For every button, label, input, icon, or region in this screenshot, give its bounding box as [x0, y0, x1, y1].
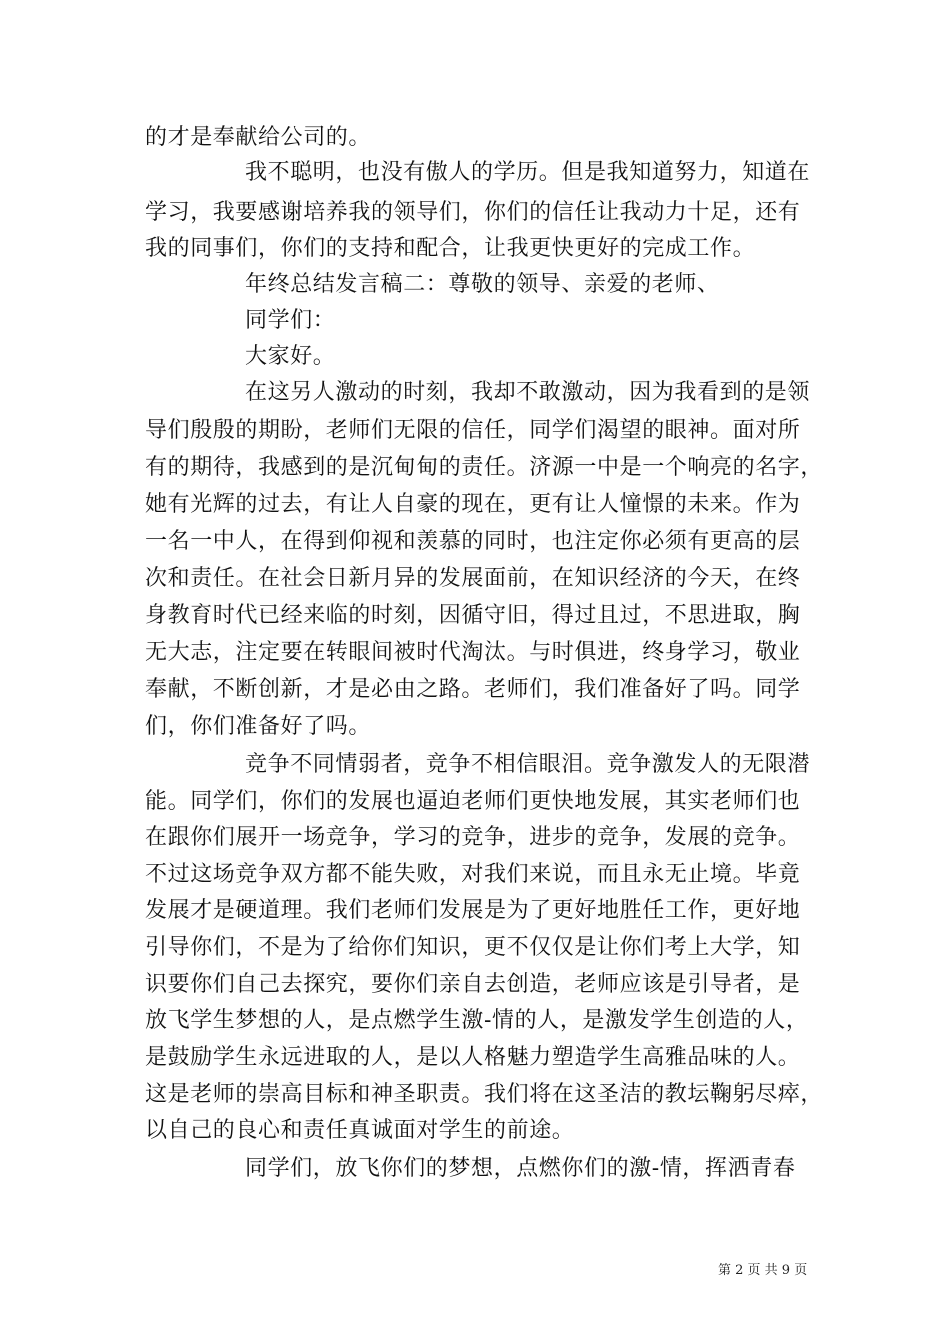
salutation-line: 同学们：: [245, 308, 336, 333]
text-line: 以自己的良心和责任真诚面对学生的前途。: [145, 1118, 575, 1143]
text-line: 奉献，不断创新，才是必由之路。老师们，我们准备好了吗。同学: [145, 677, 801, 702]
section-heading-line: 年终总结发言稿二：尊敬的领导、亲爱的老师、: [245, 272, 720, 297]
text-line: 导们殷殷的期盼，老师们无限的信任，同学们渴望的眼神。面对所: [145, 418, 801, 443]
text-line: 不过这场竞争双方都不能失败，对我们来说，而且永无止境。毕竟: [145, 862, 801, 887]
greeting-line: 大家好。: [245, 344, 336, 369]
text-line: 一名一中人，在得到仰视和羡慕的同时，也注定你必须有更高的层: [145, 529, 801, 554]
paragraph-first-line: 在这另人激动的时刻，我却不敢激动，因为我看到的是领: [245, 380, 811, 405]
text-line: 有的期待，我感到的是沉甸甸的责任。济源一中是一个响亮的名字，: [145, 455, 824, 480]
text-line: 这是老师的崇高目标和神圣职责。我们将在这圣洁的教坛鞠躬尽瘁，: [145, 1082, 824, 1107]
paragraph-first-line: 竞争不同情弱者，竞争不相信眼泪。竞争激发人的无限潜: [245, 752, 811, 777]
text-line: 无大志，注定要在转眼间被时代淘汰。与时俱进，终身学习，敬业: [145, 640, 801, 665]
page-number-footer: 第 2 页 共 9 页: [718, 1263, 808, 1278]
text-line: 能。同学们，你们的发展也逼迫老师们更快地发展，其实老师们也: [145, 789, 801, 814]
text-line: 次和责任。在社会日新月异的发展面前，在知识经济的今天，在终: [145, 566, 801, 591]
text-line: 识要你们自己去探究，要你们亲自去创造，老师应该是引导者，是: [145, 972, 801, 997]
text-line: 引导你们，不是为了给你们知识，更不仅仅是让你们考上大学，知: [145, 935, 801, 960]
paragraph-first-line: 同学们，放飞你们的梦想，点燃你们的激-情，挥洒青春: [245, 1156, 796, 1181]
text-line: 学习，我要感谢培养我的领导们，你们的信任让我动力十足，还有: [145, 200, 801, 225]
text-line: 是鼓励学生永远进取的人，是以人格魅力塑造学生高雅品味的人。: [145, 1045, 801, 1070]
text-line: 在跟你们展开一场竞争，学习的竞争，进步的竞争，发展的竞争。: [145, 825, 801, 850]
text-line: 她有光辉的过去，有让人自豪的现在，更有让人憧憬的未来。作为: [145, 492, 801, 517]
text-line: 发展才是硬道理。我们老师们发展是为了更好地胜任工作，更好地: [145, 898, 801, 923]
text-line: 我的同事们，你们的支持和配合，让我更快更好的完成工作。: [145, 236, 756, 261]
text-line: 身教育时代已经来临的时刻，因循守旧，得过且过，不思进取，胸: [145, 603, 801, 628]
paragraph-first-line: 我不聪明，也没有傲人的学历。但是我知道努力，知道在: [245, 160, 811, 185]
text-line: 的才是奉献给公司的。: [145, 125, 372, 150]
text-line: 们，你们准备好了吗。: [145, 714, 372, 739]
text-line: 放飞学生梦想的人，是点燃学生激-情的人，是激发学生创造的人，: [145, 1008, 809, 1033]
